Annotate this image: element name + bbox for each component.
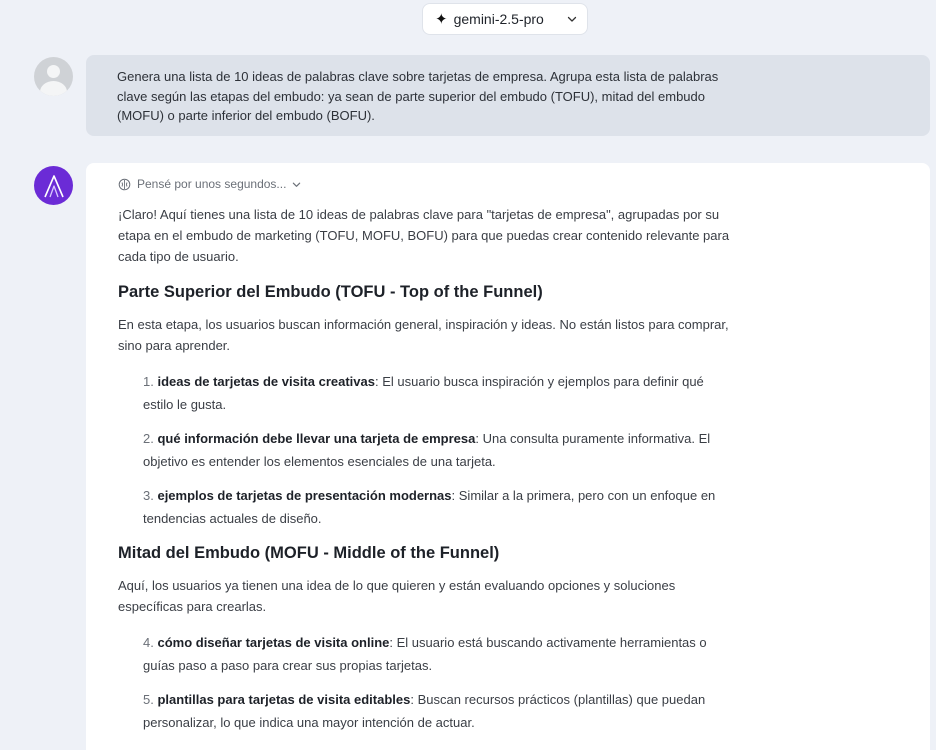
section-heading-tofu: Parte Superior del Embudo (TOFU - Top of the Funnel): [118, 283, 543, 301]
list-item-keyword: cómo diseñar tarjetas de visita online: [157, 635, 390, 650]
list-item-description: : El usuario busca inspiración y ejemplos para definir qué estilo le gusta.: [143, 374, 704, 412]
model-name: gemini-2.5-pro: [453, 11, 544, 27]
list-item-description: : El usuario está buscando activamente herramientas o guías paso a paso para crear sus propias tarjetas.: [143, 635, 707, 673]
model-selector-dropdown[interactable]: [422, 3, 588, 35]
list-item: [143, 427, 734, 473]
list-item-number: 5.: [143, 692, 158, 707]
chevron-down-icon: [567, 14, 577, 24]
assistant-logo-icon: [43, 173, 65, 199]
keyword-list-mofu: [118, 631, 734, 734]
user-avatar: [34, 57, 73, 96]
section-paragraph-tofu: En esta etapa, los usuarios buscan información general, inspiración y ideas. No están listos para comprar, sino para aprender.: [118, 317, 729, 353]
list-item-number: 4.: [143, 635, 158, 650]
assistant-response: [118, 204, 734, 745]
list-item-keyword: plantillas para tarjetas de visita editables: [157, 692, 411, 707]
list-item-number: 1.: [143, 374, 158, 389]
user-avatar-head: [47, 65, 60, 78]
list-item-keyword: ideas de tarjetas de visita creativas: [157, 374, 375, 389]
list-item: [143, 484, 734, 530]
user-message-bubble: [86, 55, 930, 136]
thinking-toggle[interactable]: [118, 177, 301, 191]
list-item-description: : Similar a la primera, pero con un enfoque en tendencias actuales de diseño.: [143, 488, 716, 526]
sparkle-icon: ✦: [435, 11, 448, 28]
assistant-avatar: [34, 166, 73, 205]
list-item: [143, 631, 734, 677]
user-avatar-body: [40, 81, 67, 96]
list-item-description: : Buscan recursos prácticos (plantillas) que puedan personalizar, lo que indica una mayor intención de actuar.: [143, 692, 706, 730]
section-heading-mofu: Mitad del Embudo (MOFU - Middle of the Funnel): [118, 544, 500, 562]
thinking-label: Pensé por unos segundos...: [137, 177, 287, 191]
section-paragraph-mofu: Aquí, los usuarios ya tienen una idea de lo que quieren y están evaluando opciones y soluciones específicas para crearlas.: [118, 578, 676, 614]
list-item-number: 3.: [143, 488, 158, 503]
chevron-down-icon: [292, 180, 301, 189]
brain-icon: [118, 178, 131, 191]
response-intro: ¡Claro! Aquí tienes una lista de 10 ideas de palabras clave para "tarjetas de empresa", agrupadas por su etapa en el embudo de marketing (TOFU, MOFU, BOFU) para que puedas crear contenido relevante para cada tipo de usuario.: [118, 207, 730, 264]
list-item: [143, 688, 734, 734]
list-item-keyword: ejemplos de tarjetas de presentación modernas: [157, 488, 452, 503]
list-item-number: 2.: [143, 431, 158, 446]
list-item-description: : Una consulta puramente informativa. El objetivo es entender los elementos esenciales de una tarjeta.: [143, 431, 711, 469]
list-item: [143, 370, 734, 416]
list-item-keyword: qué información debe llevar una tarjeta de empresa: [157, 431, 476, 446]
user-message-text: Genera una lista de 10 ideas de palabras clave sobre tarjetas de empresa. Agrupa esta lista de palabras clave según las etapas del embudo: ya sean de parte superior del embudo (TOFU), mitad del embudo (MOFU) o parte inferior del embudo (BOFU).: [117, 69, 719, 123]
keyword-list-tofu: [118, 370, 734, 530]
